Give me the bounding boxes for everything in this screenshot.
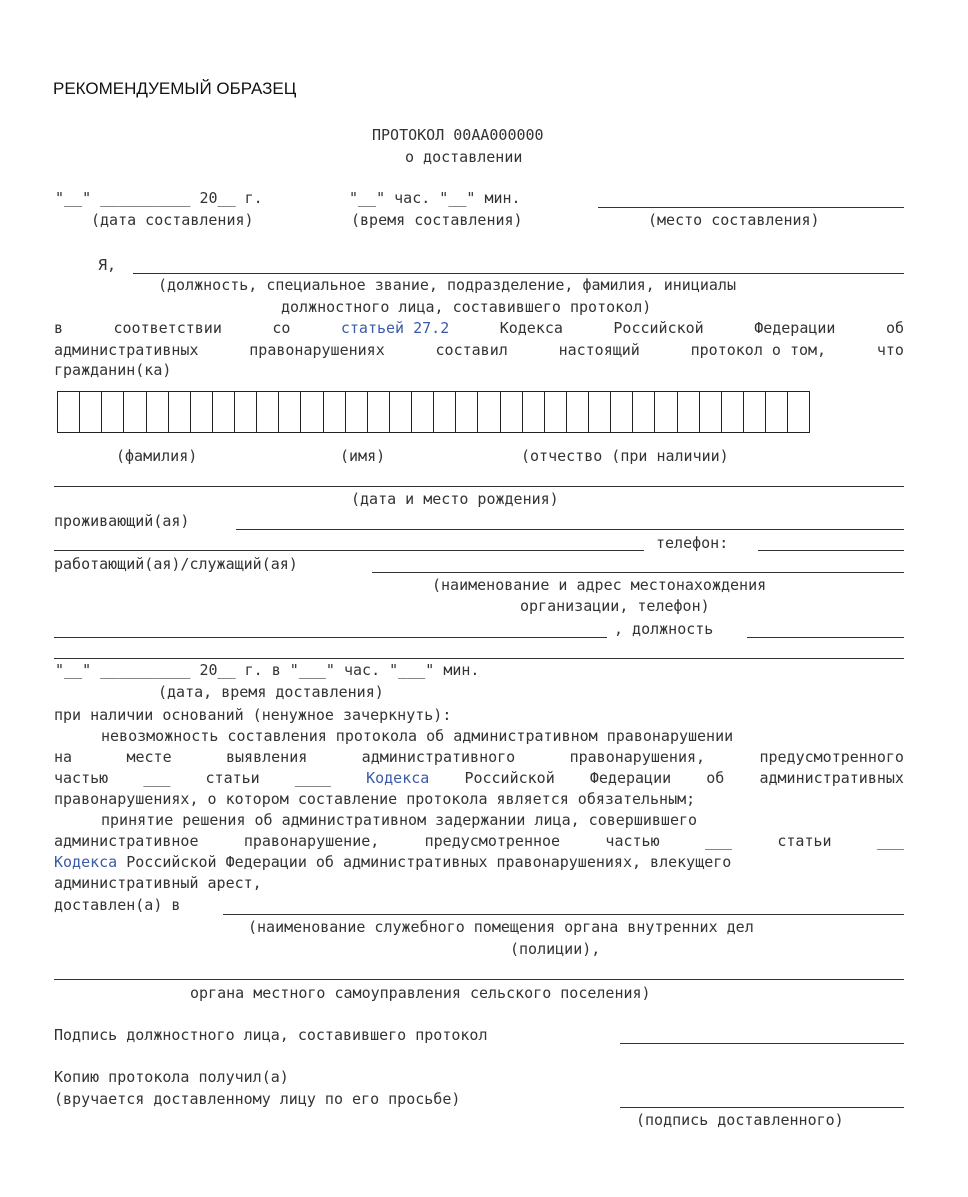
citizen-label: гражданин(ка)	[54, 361, 172, 379]
grounds-label: при наличии оснований (ненужное зачеркнуть):	[54, 706, 452, 724]
living-line	[236, 529, 904, 530]
room-caption-2: (полиции),	[510, 940, 601, 958]
name-cell[interactable]	[191, 392, 213, 432]
code-link-2[interactable]: Кодекса	[54, 853, 118, 871]
compile-time-caption: (время составления)	[351, 211, 523, 229]
delivery-date-caption: (дата, время доставления)	[158, 683, 384, 701]
name-cell[interactable]	[58, 392, 80, 432]
basis-line-1: в соответствии со статьей 27.2 Кодекса Российской Федерации об	[54, 319, 904, 337]
living-label: проживающий(ая)	[54, 512, 190, 530]
name-cell[interactable]	[501, 392, 523, 432]
delivery-date-field: "__" __________ 20__ г. в "___" час. "___" мин.	[55, 661, 480, 679]
name-cell[interactable]	[744, 392, 766, 432]
name-cell[interactable]	[456, 392, 478, 432]
ground-1-line-2: на месте выявления административного правонарушения, предусмотренного	[54, 748, 904, 766]
position-line	[747, 637, 904, 638]
name-cell[interactable]	[633, 392, 655, 432]
name-cell[interactable]	[279, 392, 301, 432]
living-line-2	[54, 550, 644, 551]
name-cell[interactable]	[324, 392, 346, 432]
name-cells-grid[interactable]	[57, 391, 810, 433]
birth-line	[54, 486, 904, 487]
phone-line	[758, 550, 904, 551]
working-label: работающий(ая)/служащий(ая)	[54, 555, 298, 573]
official-caption-1: (должность, специальное звание, подразделение, фамилия, инициалы	[158, 276, 736, 294]
name-cell[interactable]	[235, 392, 257, 432]
name-cell[interactable]	[169, 392, 191, 432]
name-cell[interactable]	[655, 392, 677, 432]
official-sign-line	[620, 1043, 904, 1044]
name-cell[interactable]	[678, 392, 700, 432]
name-cell[interactable]	[147, 392, 169, 432]
delivered-to-label: доставлен(а) в	[54, 896, 181, 914]
compile-place-caption: (место составления)	[648, 211, 820, 229]
name-cell[interactable]	[301, 392, 323, 432]
name-cell[interactable]	[700, 392, 722, 432]
delivered-to-line	[223, 914, 904, 915]
ground-2-line-1: принятие решения об административном задержании лица, совершившего	[101, 811, 698, 829]
code-link-1[interactable]: Кодекса	[366, 769, 430, 787]
name-cell[interactable]	[80, 392, 102, 432]
ground-1-line-1: невозможность составления протокола об административном правонарушении	[101, 727, 734, 745]
surname-caption: (фамилия)	[116, 447, 198, 465]
position-label: , должность	[614, 620, 714, 638]
article-27-2-link[interactable]: статьей 27.2	[340, 319, 450, 337]
name-cell[interactable]	[478, 392, 500, 432]
name-cell[interactable]	[213, 392, 235, 432]
compile-date-field: "__" __________ 20__ г.	[55, 189, 263, 207]
sample-label: РЕКОМЕНДУЕМЫЙ ОБРАЗЕЦ	[53, 79, 297, 98]
compile-date-caption: (дата составления)	[91, 211, 254, 229]
name-cell[interactable]	[722, 392, 744, 432]
official-sign-label: Подпись должностного лица, составившего протокол	[54, 1026, 488, 1044]
working-line	[372, 572, 904, 573]
official-line	[133, 273, 904, 274]
name-cell[interactable]	[346, 392, 368, 432]
ground-1-line-3: частью ___ статьи ____ Кодекса Российской Федерации об административных	[54, 769, 904, 787]
ground-2-line-4: административный арест,	[54, 874, 262, 892]
basis-line-2: административных правонарушениях составил настоящий протокол о том, что	[54, 341, 904, 359]
name-cell[interactable]	[390, 392, 412, 432]
org-self-gov-line	[54, 979, 904, 980]
name-cell[interactable]	[257, 392, 279, 432]
name-cell[interactable]	[611, 392, 633, 432]
compile-time-field: "__" час. "__" мин.	[349, 189, 521, 207]
ground-2-line-2: административное правонарушение, предусмотренное частью ___ статьи ___	[54, 832, 904, 850]
ground-2-line-3: Кодекса Российской Федерации об административных правонарушениях, влекущего	[54, 853, 732, 871]
name-cell[interactable]	[434, 392, 456, 432]
name-caption: (имя)	[340, 447, 386, 465]
name-cell[interactable]	[788, 392, 809, 432]
official-caption-2: должностного лица, составившего протокол)	[281, 298, 652, 316]
copy-received-label: Копию протокола получил(а)	[54, 1068, 289, 1086]
name-cell[interactable]	[523, 392, 545, 432]
room-caption-1: (наименование служебного помещения органа внутренних дел	[248, 918, 754, 936]
protocol-title: ПРОТОКОЛ 00АА000000	[372, 126, 544, 144]
delivered-sign-caption: (подпись доставленного)	[636, 1111, 844, 1129]
delivered-sign-line	[620, 1107, 904, 1108]
name-cell[interactable]	[589, 392, 611, 432]
name-cell[interactable]	[368, 392, 390, 432]
protocol-subtitle: о доставлении	[405, 148, 523, 166]
place-line	[598, 207, 904, 208]
birth-caption: (дата и место рождения)	[351, 490, 559, 508]
name-cell[interactable]	[102, 392, 124, 432]
position-line-2	[54, 658, 904, 659]
ya-label: Я,	[98, 256, 117, 274]
copy-note: (вручается доставленному лицу по его просьбе)	[54, 1090, 461, 1108]
name-cell[interactable]	[412, 392, 434, 432]
name-cell[interactable]	[124, 392, 146, 432]
phone-label: телефон:	[656, 534, 729, 552]
org-caption-1: (наименование и адрес местонахождения	[432, 576, 767, 594]
self-gov-caption: органа местного самоуправления сельского поселения)	[190, 984, 651, 1002]
name-cell[interactable]	[545, 392, 567, 432]
ground-1-line-4: правонарушениях, о котором составление протокола является обязательным;	[54, 790, 696, 808]
name-cell[interactable]	[567, 392, 589, 432]
patronymic-caption: (отчество (при наличии)	[521, 447, 729, 465]
org-caption-2: организации, телефон)	[520, 597, 710, 615]
org-line	[54, 637, 607, 638]
name-cell[interactable]	[766, 392, 788, 432]
